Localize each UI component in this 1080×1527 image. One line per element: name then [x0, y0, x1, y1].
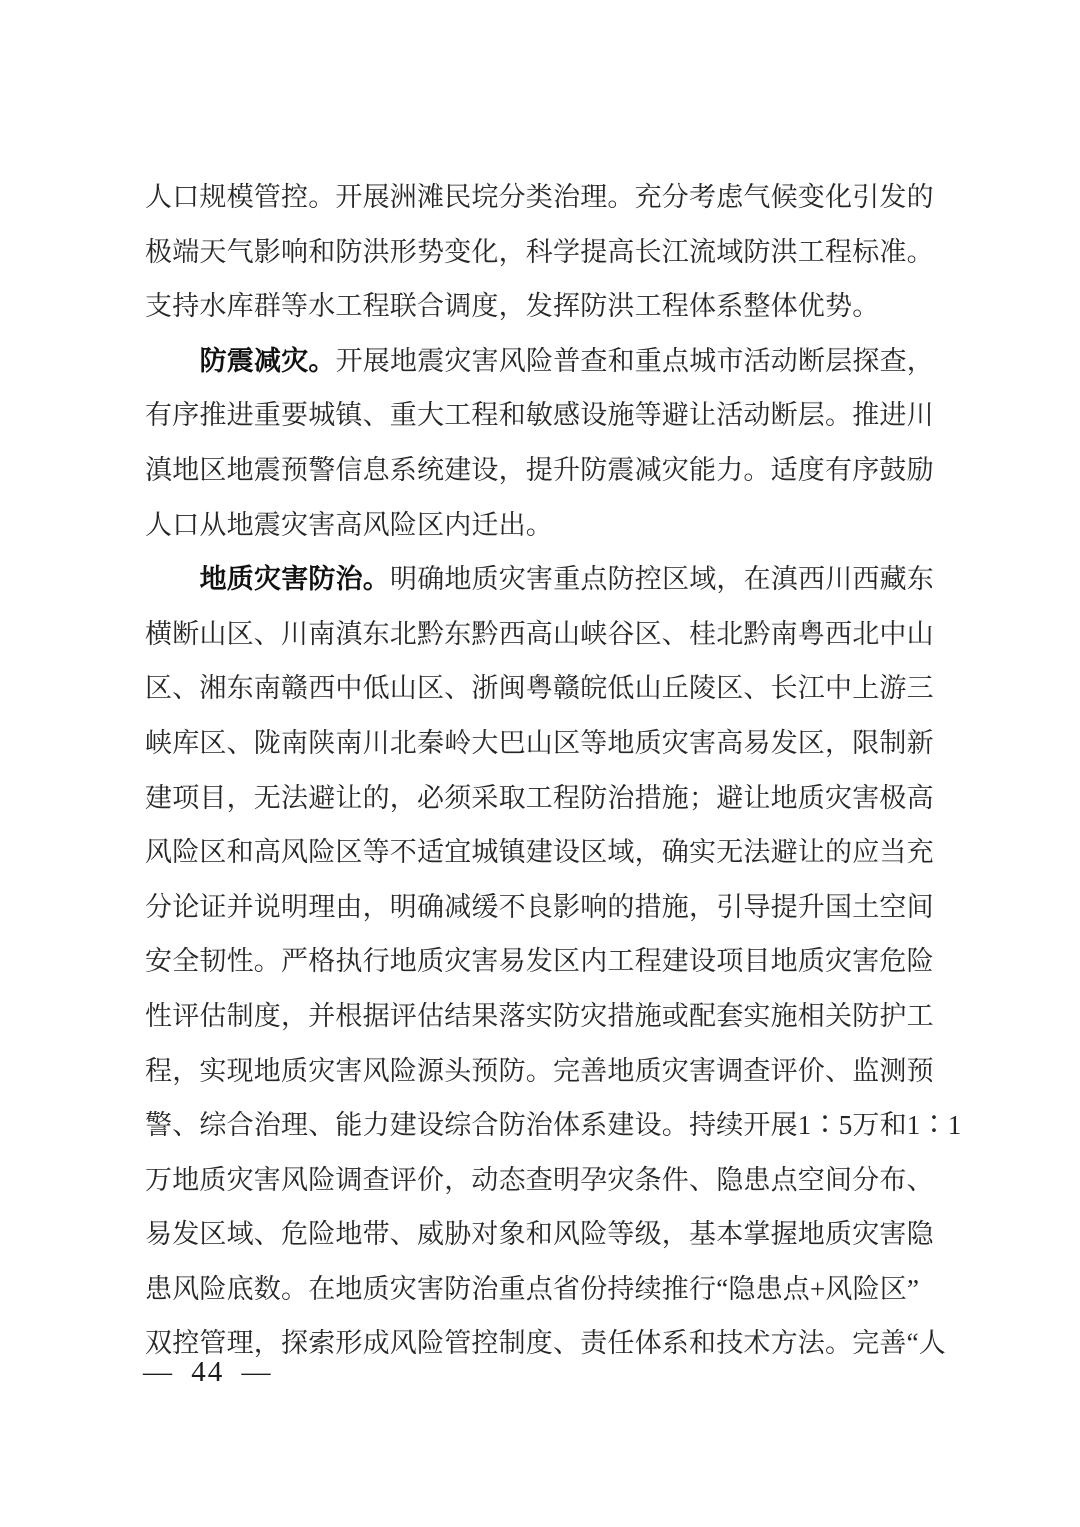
- text-line: [145, 334, 945, 389]
- text-line: 患风险底数。在地质灾害防治重点省份持续推行“隐患点+风险区”: [145, 1273, 920, 1304]
- text-line: 横断山区、川南滇东北黔东黔西高山峡谷区、桂北黔南粤西北中山: [145, 618, 934, 649]
- paragraph-flood-control: [145, 170, 945, 334]
- text-line: 支持水库群等水工程联合调度，发挥防洪工程体系整体优势。: [145, 291, 880, 322]
- text-line: 安全韧性。严格执行地质灾害易发区内工程建设项目地质灾害危险: [145, 946, 934, 977]
- text-line: 分论证并说明理由，明确减缓不良影响的措施，引导提升国土空间: [145, 891, 934, 922]
- text-line: 滇地区地震预警信息系统建设，提升防震减灾能力。适度有序鼓励: [145, 454, 934, 485]
- text-line: 性评估制度，并根据评估结果落实防灾措施或配套实施相关防护工: [145, 1000, 934, 1031]
- document-body: [145, 170, 962, 1371]
- text-run: 明确地质灾害重点防控区域，在滇西川西藏东: [390, 564, 934, 595]
- paragraph-lead: 防震减灾。: [199, 345, 336, 376]
- text-run: 开展地震灾害风险普查和重点城市活动断层探查，: [335, 345, 934, 376]
- text-line: 易发区域、危险地带、威胁对象和风险等级，基本掌握地质灾害隐: [145, 1219, 934, 1250]
- paragraph-earthquake-mitigation: [145, 334, 945, 552]
- text-line: 程，实现地质灾害风险源头预防。完善地质灾害调查评价、监测预: [145, 1055, 934, 1086]
- text-line: 有序推进重要城镇、重大工程和敏感设施等避让活动断层。推进川: [145, 400, 934, 431]
- text-line: 建项目，无法避让的，必须采取工程防治措施；避让地质灾害极高: [145, 782, 934, 813]
- text-line: 警、综合治理、能力建设综合防治体系建设。持续开展1∶5万和1∶1: [145, 1110, 962, 1141]
- paragraph-lead: 地质灾害防治。: [199, 564, 390, 595]
- page-number: — 44 —: [143, 1356, 273, 1388]
- text-line: 峡库区、陇南陕南川北秦岭大巴山区等地质灾害高易发区，限制新: [145, 727, 934, 758]
- paragraph-geohazard-prevention: [145, 552, 962, 1371]
- text-line: 极端天气影响和防洪形势变化，科学提高长江流域防洪工程标准。: [145, 236, 934, 267]
- text-line: 万地质灾害风险调查评价，动态查明孕灾条件、隐患点空间分布、: [145, 1164, 934, 1195]
- text-line: [145, 552, 945, 607]
- text-line: 双控管理，探索形成风险管控制度、责任体系和技术方法。完善“人: [145, 1328, 946, 1359]
- text-line: 人口规模管控。开展洲滩民垸分类治理。充分考虑气候变化引发的: [145, 182, 934, 212]
- text-line: 风险区和高风险区等不适宜城镇建设区域，确实无法避让的应当充: [145, 837, 934, 868]
- text-line: 人口从地震灾害高风险区内迁出。: [145, 509, 553, 540]
- text-line: 区、湘东南赣西中低山区、浙闽粤赣皖低山丘陵区、长江中上游三: [145, 673, 934, 704]
